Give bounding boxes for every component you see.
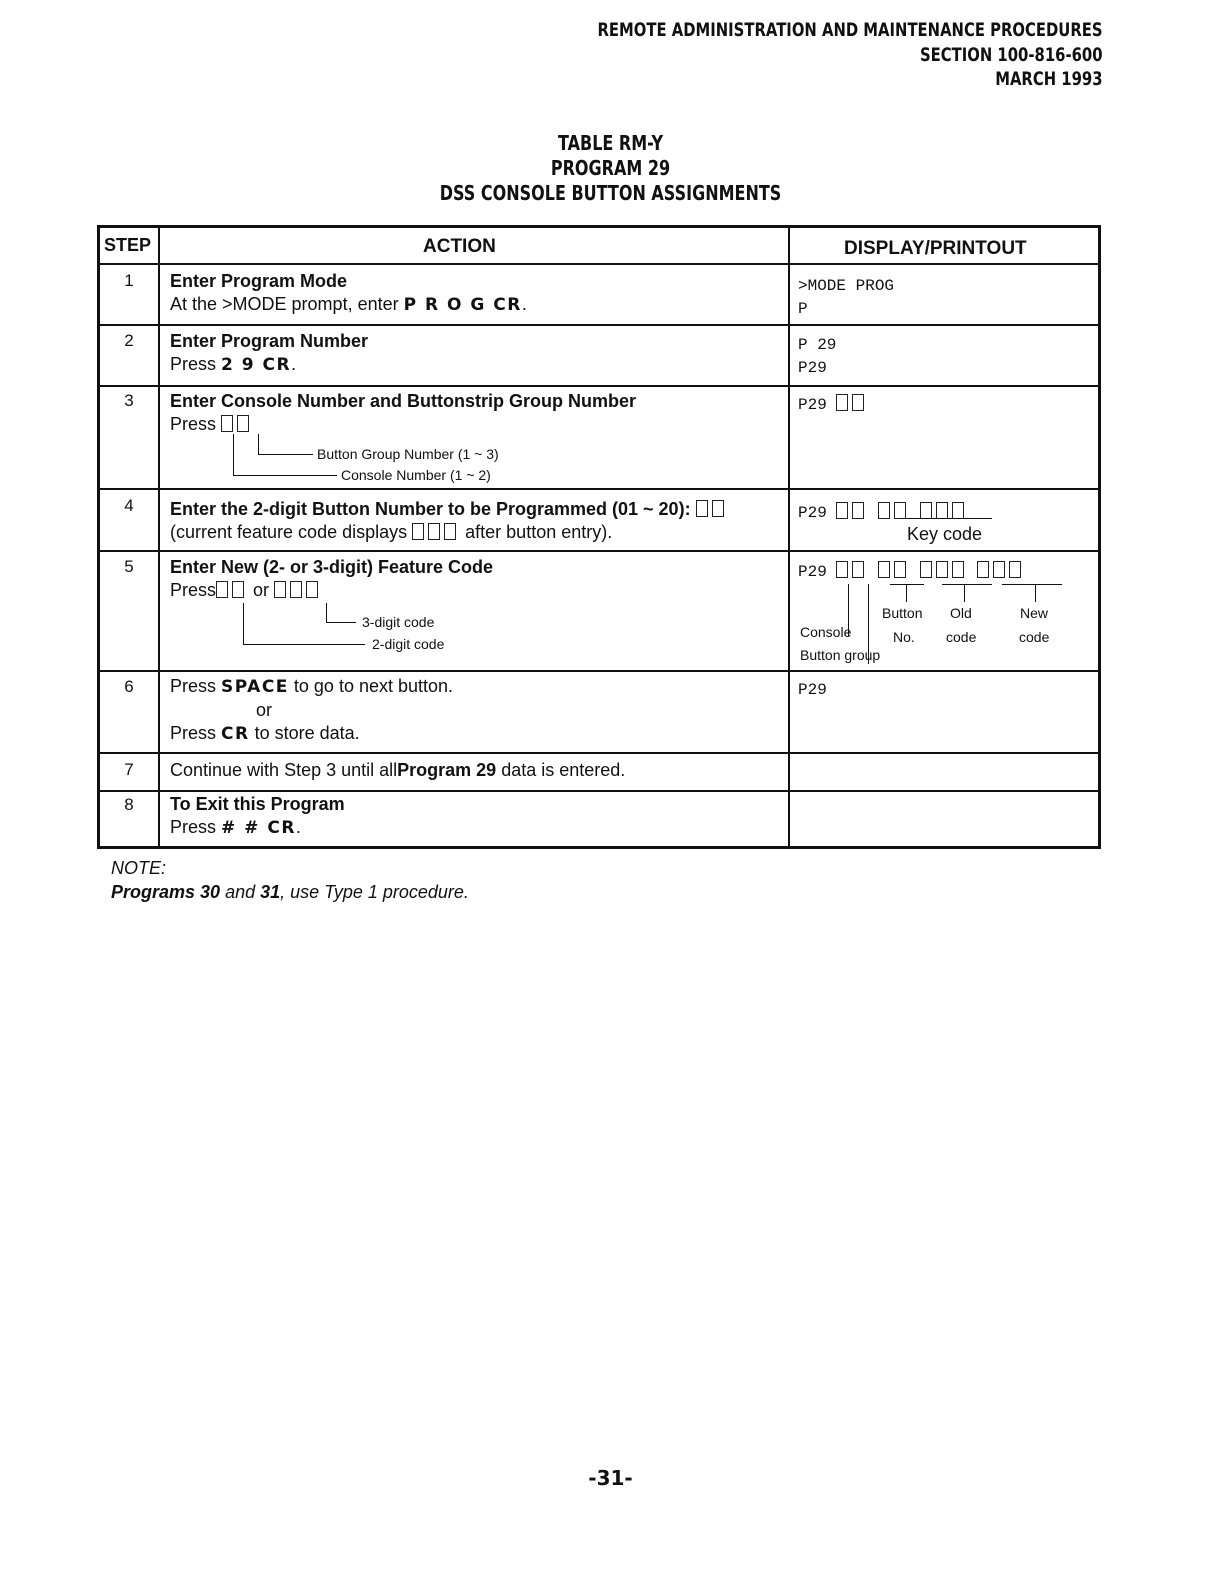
key-sequence: # # CR [221,818,296,838]
row-divider [100,550,1098,552]
key-cr: CR [221,724,250,744]
row-divider [100,670,1098,672]
annotation-3-digit: 3-digit code [362,614,435,630]
step-5-action [170,556,493,602]
digit-box [836,502,848,519]
column-header-action: ACTION [423,236,496,257]
column-header-display: DISPLAY/PRINTOUT [844,238,1027,259]
row-divider [100,385,1098,387]
note-label: NOTE: [111,858,167,878]
step-1-display [798,275,894,321]
column-header-step: STEP [104,235,152,255]
step-2-action [170,330,368,377]
digit-box [852,502,864,519]
display-line: P 29 [798,336,837,354]
pointer-line [906,584,907,602]
bracket-line [243,644,365,645]
digit-box [952,502,964,519]
step-number: 5 [124,557,134,576]
note-mid: and [220,882,261,902]
step-title: Enter Console Number and Buttonstrip Group Number [170,391,637,411]
digit-box [936,561,948,578]
step-text: . [295,817,301,837]
step-text: data is entered. [496,760,626,780]
annotation-2-digit: 2-digit code [372,636,445,652]
digit-box [920,502,932,519]
step-6-action [170,675,453,746]
title-line-2: PROGRAM 29 [550,156,671,180]
step-number: 6 [124,677,134,696]
row-divider [100,488,1098,490]
step-number: 1 [124,271,134,290]
row-divider [100,324,1098,326]
key-space: SPACE [221,677,289,697]
step-text: At the >MODE prompt, enter [170,294,404,314]
program-ref: Program 29 [397,760,497,780]
display-line: P [798,300,808,318]
step-number: 2 [124,331,134,350]
label-no: No. [893,629,915,645]
digit-box [993,561,1005,578]
bracket-line [258,454,313,455]
pointer-line [964,584,965,602]
digit-box [852,561,864,578]
key-sequence: P R O G CR [403,295,522,315]
note-rest: , use Type 1 procedure. [280,882,469,902]
step-4-display [798,502,968,525]
display-line: P29 [798,504,827,522]
bracket-line [326,622,356,623]
procedure-table [97,225,1101,849]
bracket-line [233,475,337,476]
step-text: or [253,580,270,600]
header-line-3: MARCH 1993 [995,68,1103,90]
note-bold: Programs 30 [111,882,221,902]
digit-box [306,581,318,598]
label-button-group: Button group [800,647,881,663]
header-line-2: SECTION 100-816-600 [920,43,1103,66]
step-text: to store data. [249,723,360,743]
step-2-display [798,334,836,380]
step-text: Press [170,676,222,696]
step-number: 3 [124,391,134,410]
note [111,856,469,904]
note-bold: 31 [260,882,281,902]
step-title: Enter New (2- or 3-digit) Feature Code [170,557,494,577]
digit-box [878,561,890,578]
step-text: . [521,294,527,314]
label-console: Console [800,624,852,640]
note-text [111,880,469,904]
pointer-line [1035,584,1036,602]
step-1-action [170,270,527,317]
bracket-line [326,603,327,623]
step-5-display [798,561,1025,584]
digit-box [428,523,440,540]
display-line: P29 [798,396,827,414]
digit-box [952,561,964,578]
step-number: 7 [124,760,134,779]
title-line-3: DSS CONSOLE BUTTON ASSIGNMENTS [439,181,782,205]
step-text: Press [170,817,222,837]
overline [900,518,992,519]
header-line-1: REMOTE ADMINISTRATION AND MAINTENANCE PROCEDURES [597,19,1103,41]
pointer-line [1002,584,1062,585]
step-title: Enter the 2-digit Button Number to be Programmed (01 ~ 20): [170,499,691,519]
step-8-action [170,793,345,840]
step-text: Press [170,414,217,434]
digit-box [232,581,244,598]
digit-box [936,502,948,519]
pointer-line [890,584,924,585]
digit-box [290,581,302,598]
label-old-code: code [946,629,977,645]
document-header [598,18,1103,92]
step-text: Press [170,580,217,600]
digit-box [894,561,906,578]
table-title [0,131,1221,206]
label-button: Button [882,605,923,621]
step-4-action [170,498,728,544]
digit-box [852,394,864,411]
bracket-line [243,603,244,645]
bracket-line [233,434,234,476]
digit-box [237,415,249,432]
digit-box [712,500,724,517]
step-6-display [798,679,827,702]
step-3-action [170,390,636,436]
digit-box [216,581,228,598]
display-line: P29 [798,359,827,377]
step-text: after button entry). [465,522,613,542]
digit-box [836,394,848,411]
digit-box [977,561,989,578]
step-text: Press [170,723,222,743]
display-line: >MODE PROG [798,277,895,295]
digit-box [221,415,233,432]
step-text: to go to next button. [288,676,454,696]
pointer-line [942,584,992,585]
row-divider [100,752,1098,754]
step-text: or [256,700,273,720]
step-title: To Exit this Program [170,794,345,814]
digit-box [1009,561,1021,578]
step-title: Enter Program Number [170,331,369,351]
step-3-display [798,394,868,417]
key-code-label: Key code [907,524,983,544]
key-sequence: 2 9 CR [221,355,292,375]
label-old: Old [950,605,972,621]
label-new-code: code [1019,629,1050,645]
step-7-action [170,759,625,782]
step-text: Continue with Step 3 until all [170,760,398,780]
digit-box [894,502,906,519]
digit-box [836,561,848,578]
label-new: New [1020,605,1049,621]
step-text: (current feature code displays [170,522,408,542]
title-line-1: TABLE RM-Y [557,131,664,155]
step-number: 8 [124,795,134,814]
display-line: P29 [798,563,827,581]
digit-box [274,581,286,598]
annotation-console-number: Console Number (1 ~ 2) [341,467,491,483]
digit-box [920,561,932,578]
bracket-line [258,434,259,455]
row-divider [100,263,1098,265]
step-title: Enter Program Mode [170,271,348,291]
display-line: P29 [798,681,827,699]
step-text: . [291,354,297,374]
annotation-button-group: Button Group Number (1 ~ 3) [317,446,499,462]
digit-box [412,523,424,540]
digit-box [696,500,708,517]
step-number: 4 [124,496,134,515]
digit-box [878,502,890,519]
page-number: -31- [588,1466,633,1490]
digit-box [444,523,456,540]
row-divider [100,790,1098,792]
step-text: Press [170,354,222,374]
